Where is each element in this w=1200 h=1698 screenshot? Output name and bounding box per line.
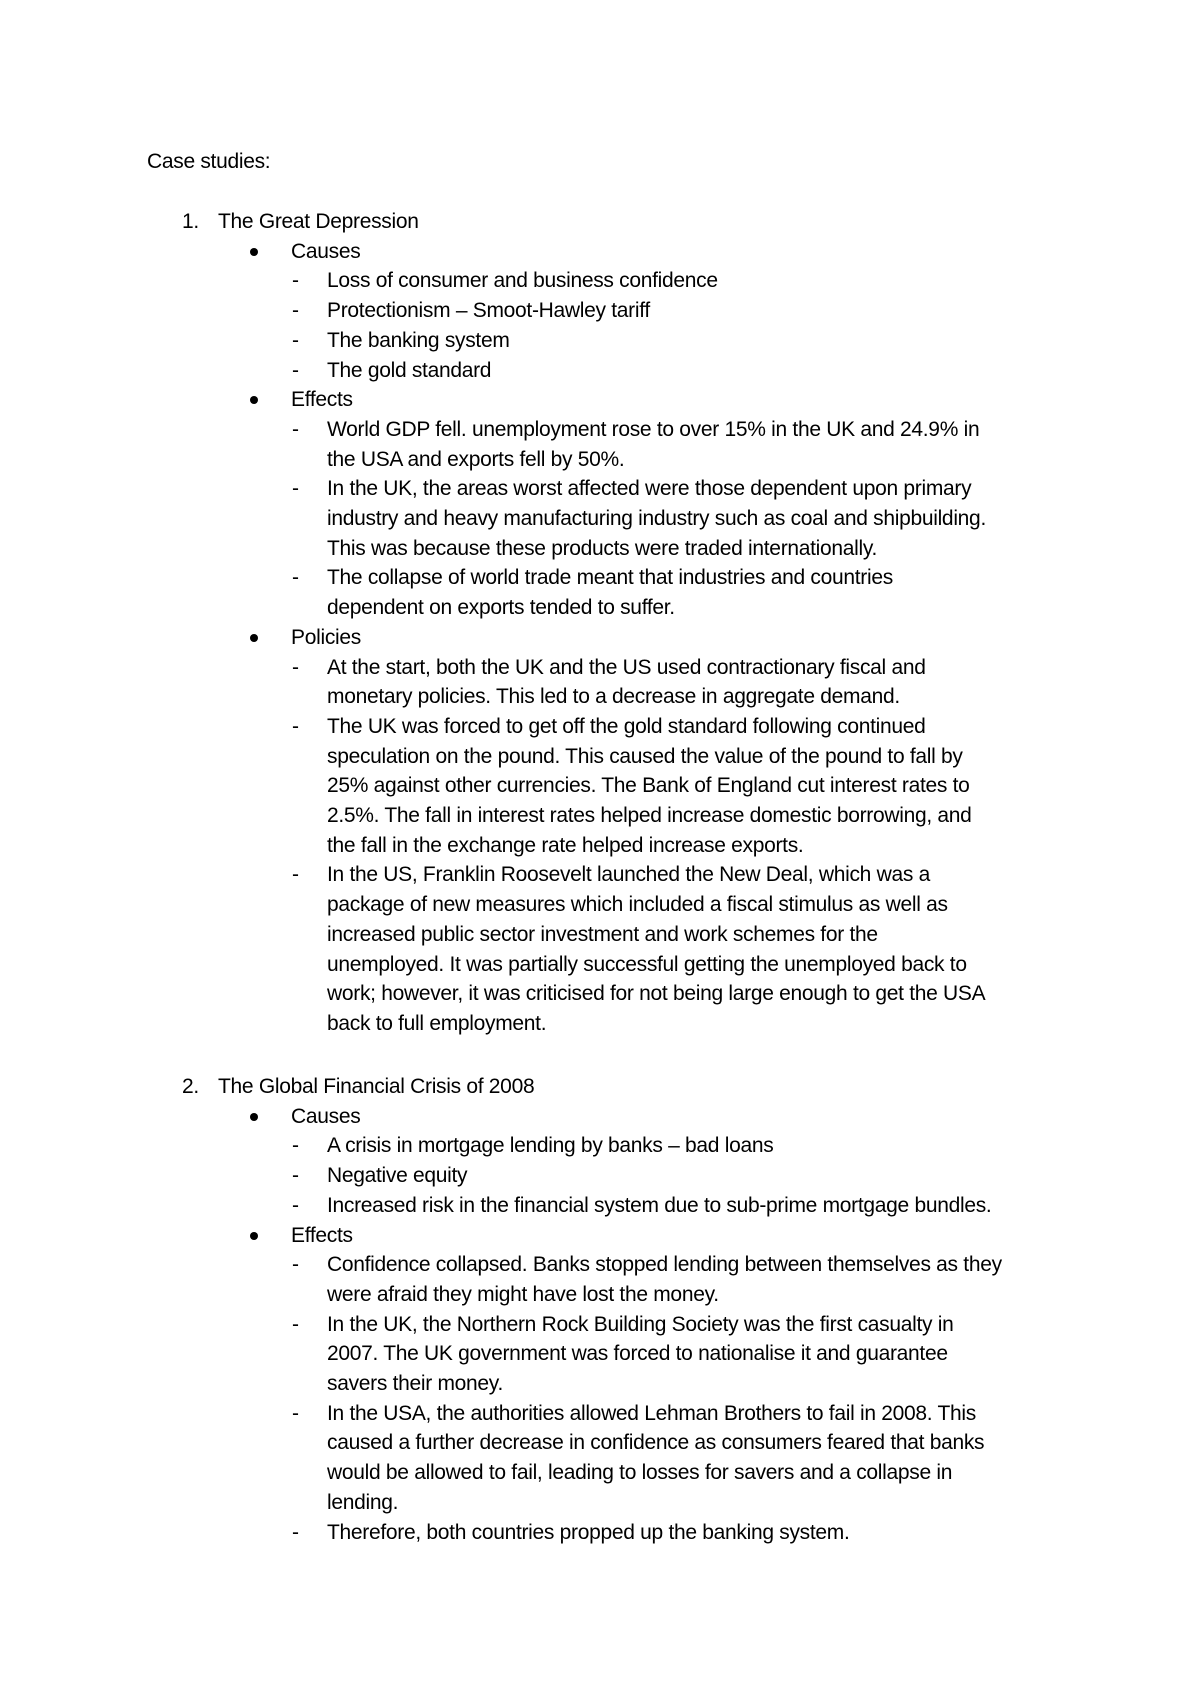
list-item-line: In the UK, the Northern Rock Building Society was the first casualty in [327,1312,954,1336]
list-item-line: The UK was forced to get off the gold standard following continued [327,714,926,738]
list-item-line: caused a further decrease in confidence as consumers feared that banks [327,1431,985,1455]
dash-marker: - [292,1253,299,1277]
list-item-line: Therefore, both countries propped up the banking system. [327,1520,850,1544]
dash-marker: - [292,299,299,323]
list-item-line: World GDP fell. unemployment rose to over 15% in the UK and 24.9% in [327,417,980,441]
dash-marker: - [292,358,299,382]
list-item-line: In the USA, the authorities allowed Lehman Brothers to fail in 2008. This [327,1401,976,1425]
list-item-line: 2.5%. The fall in interest rates helped increase domestic borrowing, and [327,804,972,827]
list-item-line: Confidence collapsed. Banks stopped lending between themselves as they [327,1253,1002,1277]
list-item-line: unemployed. It was partially successful getting the unemployed back to [327,952,967,976]
list-item-line: increased public sector investment and work schemes for the [327,922,878,946]
dash-marker: - [292,1164,299,1188]
list-item-line: industry and heavy manufacturing industry such as coal and shipbuilding. [327,507,986,530]
bullet-icon [250,1113,258,1121]
section-number: 1. [182,210,199,233]
list-item-line: package of new measures which included a fiscal stimulus as well as [327,893,948,917]
dash-marker: - [292,566,299,590]
dash-marker: - [292,1520,299,1544]
list-item-line: This was because these products were traded internationally. [327,536,878,560]
bullet-icon [250,634,258,642]
list-item-line: 2007. The UK government was forced to nationalise it and guarantee [327,1342,948,1366]
list-item-line: work; however, it was criticised for not being large enough to get the USA [327,982,986,1006]
dash-marker: - [292,655,299,679]
list-item-line: Negative equity [327,1164,468,1188]
list-item-line: The collapse of world trade meant that industries and countries [327,566,893,590]
list-item-line: 25% against other currencies. The Bank of England cut interest rates to [327,774,970,798]
list-item-line: speculation on the pound. This caused the value of the pound to fall by [327,744,963,768]
list-item-line: The gold standard [327,358,492,382]
bullet-label: Effects [291,388,353,412]
list-item-line: At the start, both the UK and the US used contractionary fiscal and [327,655,926,679]
list-item-line: back to full employment. [327,1011,547,1035]
bullet-label: Policies [291,625,361,649]
list-item-line: In the UK, the areas worst affected were those dependent upon primary [327,477,972,501]
list-item-line: the USA and exports fell by 50%. [327,447,625,471]
dash-marker: - [292,269,299,293]
list-item-line: the fall in the exchange rate helped increase exports. [327,833,804,857]
dash-marker: - [292,417,299,441]
dash-marker: - [292,1401,299,1425]
list-item-line: dependent on exports tended to suffer. [327,596,675,620]
list-item-line: Protectionism – Smoot-Hawley tariff [327,299,650,323]
bullet-icon [250,1232,258,1240]
dash-marker: - [292,1193,299,1217]
bullet-icon [250,248,258,256]
dash-marker: - [292,714,299,738]
list-item-line: The banking system [327,328,510,352]
section-title: The Global Financial Crisis of 2008 [218,1075,535,1098]
dash-marker: - [292,1312,299,1336]
section-number: 2. [182,1075,199,1098]
list-item-line: In the US, Franklin Roosevelt launched the New Deal, which was a [327,863,930,887]
dash-marker: - [292,328,299,352]
section-title: The Great Depression [218,210,419,233]
document-heading: Case studies: [147,150,271,173]
list-item-line: Increased risk in the financial system due to sub-prime mortgage bundles. [327,1193,992,1217]
bullet-label: Causes [291,1104,361,1128]
bullet-label: Causes [291,239,361,263]
dash-marker: - [292,863,299,887]
list-item-line: lending. [327,1490,399,1514]
dash-marker: - [292,477,299,501]
bullet-label: Effects [291,1223,353,1247]
list-item-line: monetary policies. This led to a decrease in aggregate demand. [327,685,900,709]
bullet-icon [250,396,258,404]
dash-marker: - [292,1134,299,1158]
list-item-line: were afraid they might have lost the money. [327,1282,719,1306]
list-item-line: savers their money. [327,1372,503,1395]
list-item-line: Loss of consumer and business confidence [327,269,718,293]
list-item-line: A crisis in mortgage lending by banks – bad loans [327,1134,774,1158]
list-item-line: would be allowed to fail, leading to losses for savers and a collapse in [327,1461,953,1485]
